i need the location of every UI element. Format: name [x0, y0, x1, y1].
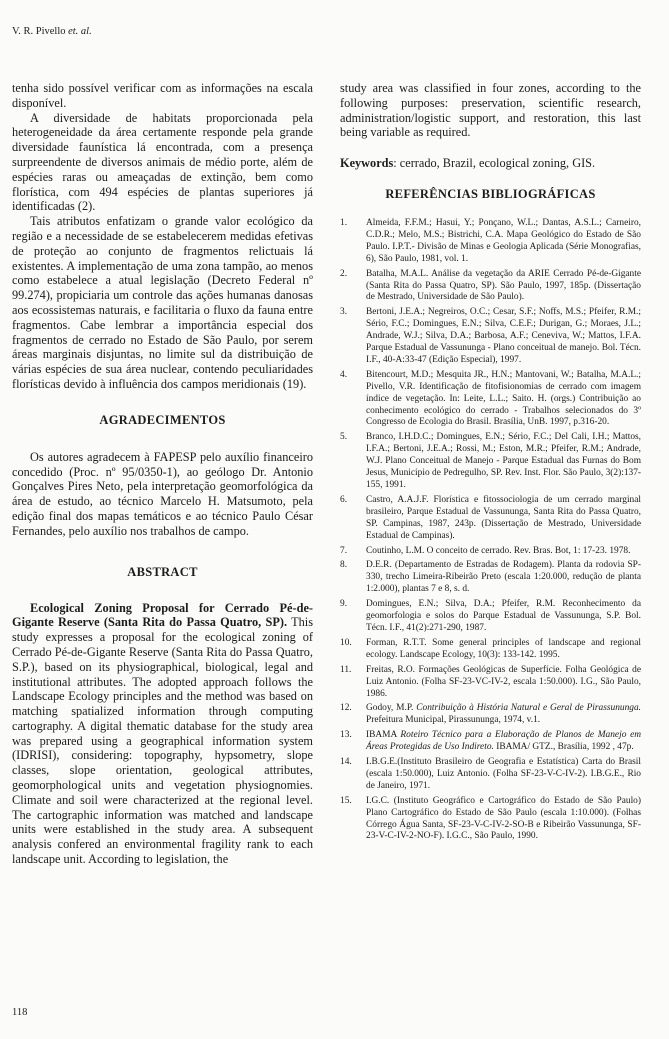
- reference-number: 10.: [340, 637, 352, 648]
- reference-title-italic: Contribuição à História Natural e Geral de Pirassununga.: [416, 703, 642, 714]
- reference-number: 1.: [340, 217, 348, 228]
- reference-number: 15.: [340, 795, 352, 806]
- reference-text: Coutinho, L.M. O conceito de cerrado. Rev. Bras. Bot, 1: 17-23. 1978.: [366, 545, 631, 556]
- reference-number: 7.: [340, 545, 348, 556]
- reference-item: [340, 638, 641, 662]
- header-authors: V. R. Pivello: [12, 26, 66, 37]
- reference-text: Forman, R.T.T. Some general principles of landscape and regional ecology. Landscape Ecology, 10(3): 133-142. 1995.: [366, 637, 641, 660]
- reference-number: 14.: [340, 757, 352, 768]
- references-heading: REFERÊNCIAS BIBLIOGRÁFICAS: [385, 186, 596, 201]
- running-header: [12, 26, 92, 37]
- reference-number: 4.: [340, 369, 348, 380]
- keywords-text: : cerrado, Brazil, ecological zoning, GIS.: [393, 156, 596, 171]
- paragraph-continuation: tenha sido possível verificar com as informações na escala disponível.: [12, 81, 313, 110]
- acknowledgements-heading: AGRADECIMENTOS: [99, 412, 226, 427]
- reference-item: [340, 757, 641, 793]
- reference-item: [340, 796, 641, 844]
- reference-item: [340, 730, 641, 754]
- reference-text: IBAMA: [366, 730, 401, 741]
- reference-item: [340, 703, 641, 727]
- abstract-paragraph: [12, 601, 313, 867]
- reference-item: [340, 599, 641, 635]
- right-column: [340, 81, 641, 846]
- page-number: 118: [12, 1007, 28, 1018]
- reference-number: 5.: [340, 432, 348, 443]
- reference-item: [340, 495, 641, 543]
- header-etal: et. al.: [68, 26, 92, 37]
- reference-text: D.E.R. (Departamento de Estradas de Rodagem). Planta da rodovia SP-330, trecho Limeira-Ribeirão Preto (escala 1:20.000, redução de planta 1:2.000), plantas 7 e 8, s. d.: [366, 560, 641, 595]
- abstract-heading: ABSTRACT: [127, 564, 198, 579]
- reference-text: Bertoni, J.E.A.; Negreiros, O.C.; Cesar, S.F.; Noffs, M.S.; Pfeifer, R.M.; Sério, F.C.; Domingues, E.N.; Silva, C.E.F.; Durigan, G.; Moraes, J.L.; Andrade, W.J.; Silva, D.A.; Barbosa, A.F.; Ceneviva, W.; Mattos, I.F.A. Parque Estadual de Vassununga - Plano conceitual de manejo. Bol. Técn. I.F., 40-A:33-47 (Edição Especial), 1997.: [366, 307, 641, 365]
- keywords-line: [340, 156, 641, 171]
- reference-text: Bitencourt, M.D.; Mesquita JR., H.N.; Mantovani, W.; Batalha, M.A.L.; Pivello, V.R. Identificação de fitofisionomias de cerrado com imagem índice de vegetação. In: Leite, L.L.; Saito. H. (orgs.) Contribuição ao conhecimento ecológico do cerrado - Trabalhos selecionados do 3º Congresso de Ecologia do Brasil. Brasília, UnB. 1997, p.316-20.: [366, 369, 641, 428]
- reference-text: Freitas, R.O. Formações Geológicas de Superfície. Folha Geológica de Luiz Antonio. (Folha SF-23-VC-IV-2, escala 1:50.000). I.G., São Paulo, 1986.: [366, 664, 641, 699]
- reference-item: [340, 269, 641, 305]
- keywords-label: Keywords: [340, 156, 394, 171]
- reference-number: 12.: [340, 703, 352, 714]
- reference-number: 2.: [340, 268, 348, 279]
- reference-text: Almeida, F.F.M.; Hasui, Y.; Ponçano, W.L.; Dantas, A.S.L.; Carneiro, C.D.R.; Melo, M.S.; Bistrichi, C.A. Mapa Geológico do Estado de São Paulo. I.P.T.- Divisão de Minas e Geologia Aplicada (Série Monografias, 6), São Paulo, 1981, vol. 1.: [366, 217, 641, 264]
- paragraph-attributes: Tais atributos enfatizam o grande valor ecológico da região e a necessidade de se estabelecerem medidas efetivas de proteção ao conjunto de fragmentos relictuais lá existentes. A implementação de uma zona tampão, ao menos como estabelece a atual legislação (Decreto Federal nº 99.274), propiciaria um controle das ações humanas danosas aos ecossistemas naturais, e facilitaria o fluxo da fauna entre fragmentos. Cabe lembrar a importância especial dos fragmentos de cerrado no Estado de São Paulo, por serem áreas marginais disjuntas, no limite sul da distribuição de várias espécies de sua área nuclear, contendo peculiaridades florísticas devido à influência dos campos meridionais (19).: [12, 214, 313, 391]
- reference-number: 6.: [340, 494, 348, 505]
- reference-text: Branco, I.H.D.C.; Domingues, E.N.; Sério, F.C.; Del Cali, I.H.; Mattos, I.F.A.; Bertoni, J.E.A.; Rossi, M.; Eston, M.R.; Pfeifer, R.M.; Andrade, W.J. Plano Conceitual de Manejo - Parque Estadual das Furnas do Bom Jesus, Município de Pedregulho, SP. Rev. Inst. Flor. São Paulo, 3(2):137-155, 1991.: [366, 432, 641, 491]
- abstract-title: Ecological Zoning Proposal for Cerrado Pé-de-Gigante Reserve (Santa Rita do Passa Quatro, SP).: [12, 600, 313, 630]
- reference-number: 9.: [340, 599, 348, 610]
- reference-item: [340, 218, 641, 266]
- acknowledgements-text: Os autores agradecem à FAPESP pelo auxílio financeiro concedido (Proc. nº 95/0350-1), ao geólogo Dr. Antonio Gonçalves Pires Neto, pela interpretação geomorfológica da área de estudo, ao técnico Marcelo H. Matsumoto, pela edição final dos mapas temáticos e ao técnico Paulo César Fernandes, pelo auxílio nos trabalhos de campo.: [12, 449, 313, 538]
- abstract-body: This study expresses a proposal for the ecological zoning of Cerrado Pé-de-Gigante Reserve (Santa Rita do Passa Quatro, S.P.), based on its physiographical, biological, legal and institutional attributes. The adopted approach follows the Landscape Ecology principles and the method was based on matching spatialized information through computing cartography. A digital thematic database for the study area was prepared using a geographical information system (IDRISI), considering: topography, hypsometry, slope classes, slope orientation, geological attributes, geomorphological units and vegetation physiognomies. Climate and soil were characterized at the regional level. The cartographic information was matched and landscape units were established in the study area. A subsequent analysis confered an environmental fragility rank to each landscape unit. According to legislation, the: [12, 615, 313, 867]
- left-column: [12, 81, 313, 867]
- references-list: [340, 218, 641, 843]
- reference-number: 8.: [340, 560, 348, 571]
- paragraph-diversity: A diversidade de habitats proporcionada pela heterogeneidade da área certamente responde pela grande diversidade faunística lá encontrada, com a presença surpreendente de diversos animais de médio porte, além de espécies raras ou ameaçadas de extinção, bem como florística, com 494 espécies de plantas superiores já identificadas (2).: [12, 110, 313, 214]
- reference-item: [340, 560, 641, 596]
- reference-item: [340, 307, 641, 367]
- reference-text: Godoy, M.P.: [366, 703, 417, 714]
- reference-item: [340, 665, 641, 701]
- reference-title-italic: Roteiro Técnico para a Elaboração de Planos de Manejo em Áreas Protegidas de Uso Indireto.: [366, 730, 642, 753]
- reference-text: Castro, A.A.J.F. Florística e fitossociologia de um cerrado marginal brasileiro, Parque Estadual de Vassununga, Santa Rita do Passa Quatro, SP. Campinas, 1987, 243p. (Dissertação de Mestrado, Universidade Estadual de Campinas).: [366, 494, 641, 541]
- reference-text: Batalha, M.A.L. Análise da vegetação da ARIE Cerrado Pé-de-Gigante (Santa Rita do Passa Quatro, SP). São Paulo, 1997, 185p. (Dissertação de Mestrado, Universidade de São Paulo).: [366, 268, 641, 303]
- reference-number: 11.: [340, 664, 352, 675]
- reference-text: Domingues, E.N.; Silva, D.A.; Pfeifer, R.M. Reconhecimento da geomorfologia e solos do Parque Estadual de Vassununga, S.P. Bol. Técn. I.F., 41(2):271-290, 1987.: [366, 599, 641, 633]
- reference-item: [340, 546, 641, 558]
- reference-item: [340, 370, 641, 430]
- reference-item: [340, 432, 641, 492]
- reference-text-end: Prefeitura Municipal, Pirassununga, 1974, v.1.: [366, 715, 541, 726]
- abstract-continuation: study area was classified in four zones, according to the following purposes: preservation, scientific research, administration/logistic support, and restoration, this last being variable as required.: [340, 81, 641, 140]
- reference-text: I.G.C. (Instituto Geográfico e Cartográfico do Estado de São Paulo) Plano Cartográfico do Estado de São Paulo (escala 1:10.000). (Folhas Córrego Água Santa, SF-23-V-C-IV-2-SO-B e Ribeirão Vassununga, SF-23-V-C-IV-2-NO-F). I.G.C., São Paulo, 1990.: [366, 795, 641, 842]
- reference-number: 13.: [340, 730, 352, 741]
- reference-text-end: IBAMA/ GTZ., Brasília, 1992 , 47p.: [493, 742, 634, 753]
- reference-number: 3.: [340, 307, 348, 318]
- reference-text: I.B.G.E.(Instituto Brasileiro de Geografia e Estatística) Carta do Brasil (escala 1:50.000), Luiz Antonio. (Folha SF-23-V-C-IV-2). I.B.G.E., Rio de Janeiro, 1971.: [366, 757, 641, 791]
